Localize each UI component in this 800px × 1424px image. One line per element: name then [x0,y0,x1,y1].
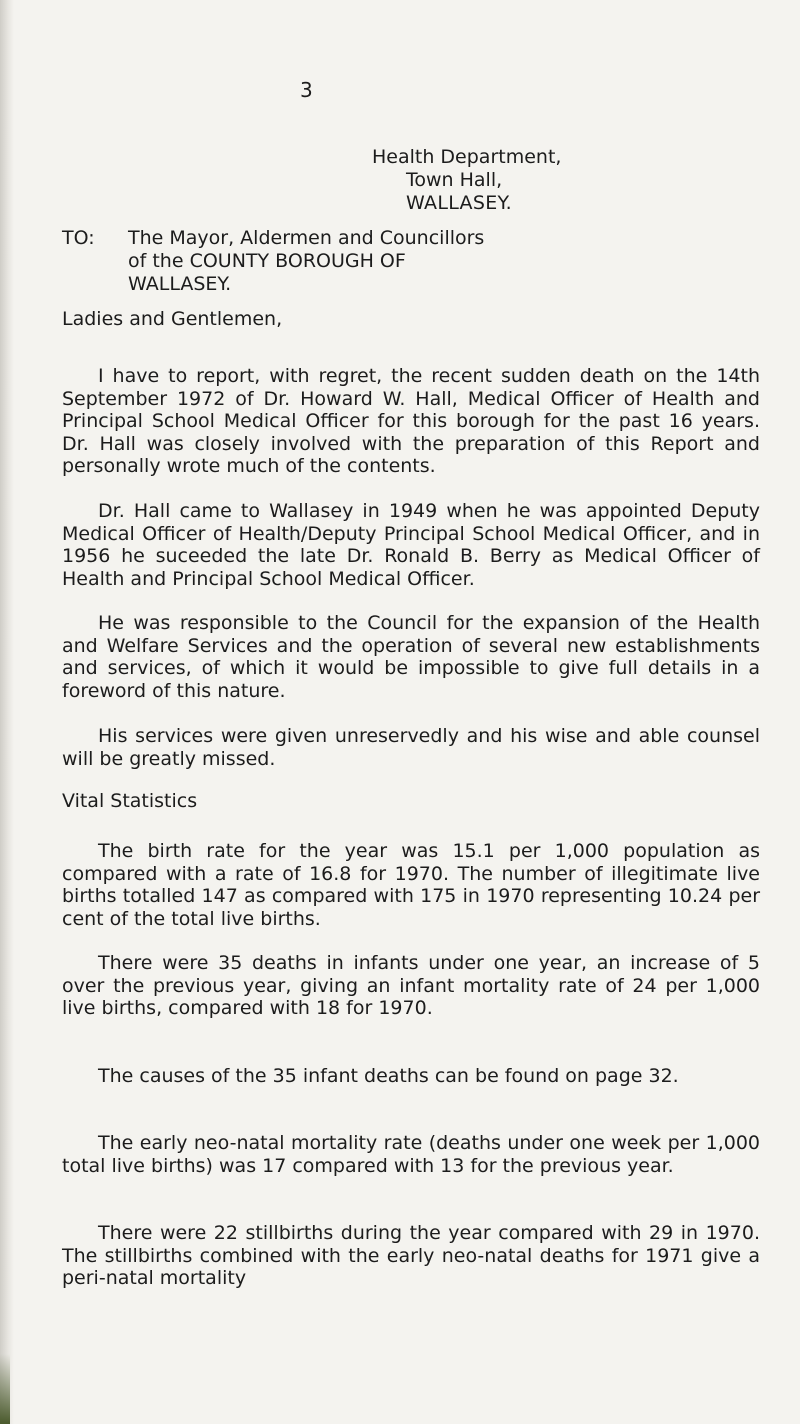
paragraph-text: The causes of the 35 infant deaths can be found on page 32. [98,1065,679,1087]
sender-address [372,146,561,215]
page-number: 3 [300,78,314,102]
section-heading: Vital Statistics [62,790,198,812]
vital-paragraph-1 [62,840,760,930]
recipient-line-1: The Mayor, Aldermen and Councillors [128,227,485,249]
paragraph-1 [62,365,760,478]
paragraph-text: There were 35 deaths in infants under one year, an increase of 5 over the previous year, giving an infant mortality rate of 24 per 1,000 live births, compared with 18 for 1970. [62,952,760,1019]
vital-paragraph-3 [62,1065,760,1088]
paragraph-text: There were 22 stillbirths during the year compared with 29 in 1970. The stillbirths combined with the early neo-natal deaths for 1971 give a peri-natal mortality [62,1222,760,1289]
paragraph-text: The birth rate for the year was 15.1 per 1,000 population as compared with a rate of 16.8 for 1970. The number of illegitimate live births totalled 147 as compared with 175 in 1970 representing 10.24 per cent of the total live births. [62,840,760,930]
paragraph-text: The early neo-natal mortality rate (deaths under one week per 1,000 total live births) was 17 compared with 13 for the previous year. [62,1132,760,1177]
salutation: Ladies and Gentlemen, [62,308,283,330]
address-line-3: WALLASEY. [406,192,512,214]
paragraph-2 [62,500,760,590]
vital-paragraph-2 [62,952,760,1020]
paragraph-text: His services were given unreservedly and his wise and able counsel will be greatly missed. [62,725,760,770]
recipient-block [62,227,484,296]
paragraph-text: He was responsible to the Council for the expansion of the Health and Welfare Services and the operation of several new establishments and services, of which it would be impossible to give full details in a foreword of this nature. [62,612,760,702]
recipient-line-2: of the COUNTY BOROUGH OF [128,250,406,272]
page-edge-shadow [0,0,14,1424]
paragraph-text: Dr. Hall came to Wallasey in 1949 when he was appointed Deputy Medical Officer of Health/Deputy Principal School Medical Officer, and in 1956 he suceeded the late Dr. Ronald B. Berry as Medical Officer of Health and Principal School Medical Officer. [62,500,760,590]
paragraph-3 [62,612,760,702]
address-line-1: Health Department, [372,146,562,168]
vital-paragraph-5 [62,1222,760,1290]
page-edge-mark [0,1354,10,1424]
recipient-line-3: WALLASEY. [128,273,232,295]
paragraph-4 [62,725,760,770]
vital-paragraph-4 [62,1132,760,1177]
paragraph-text: I have to report, with regret, the recent sudden death on the 14th September 1972 of Dr. Howard W. Hall, Medical Officer of Health and Principal School Medical Officer for this borough for the past 16 years. Dr. Hall was closely involved with the preparation of this Report and personally wrote much of the contents. [62,365,760,477]
address-line-2: Town Hall, [406,169,503,191]
recipient-label: TO: [62,227,95,249]
